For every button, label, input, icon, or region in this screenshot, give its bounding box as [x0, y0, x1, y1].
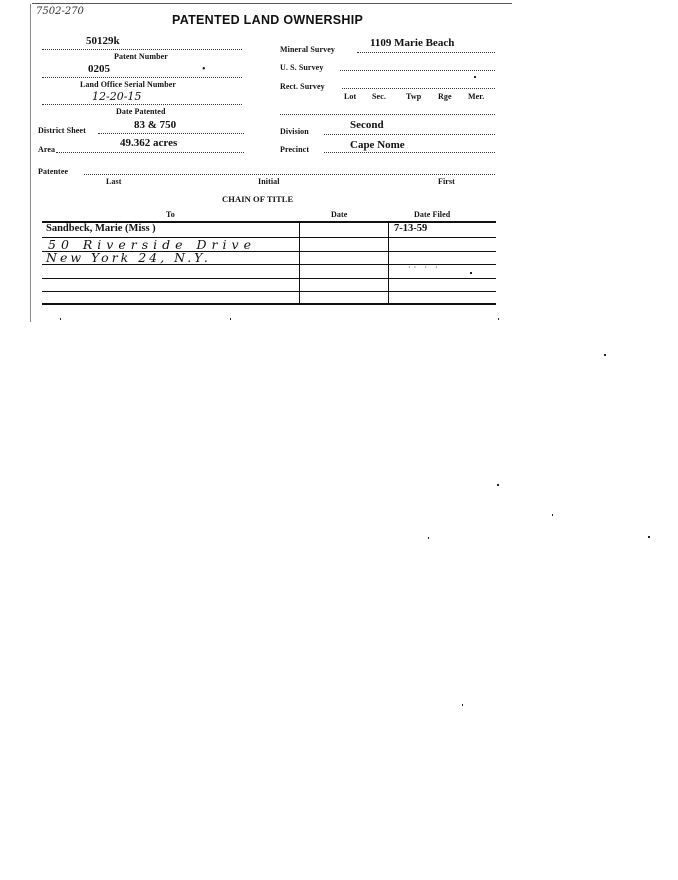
- col-to-header: To: [166, 210, 175, 219]
- patentee-label: Patentee: [38, 167, 69, 176]
- speck-dot: [648, 536, 650, 538]
- rect-values-line: [280, 114, 495, 115]
- table-row-rule: [42, 291, 496, 292]
- speck-dot: [230, 318, 231, 320]
- rect-col-mer: Mer.: [468, 92, 485, 101]
- chain-title: CHAIN OF TITLE: [222, 194, 294, 204]
- speck-dot: [498, 318, 499, 320]
- serial-number-value: 0205: [88, 63, 110, 75]
- table-col-divider: [299, 221, 300, 305]
- mineral-survey-value: 1109 Marie Beach: [370, 37, 455, 49]
- speck-marks: ·· · ·: [408, 263, 441, 272]
- speck-dot: [462, 704, 463, 706]
- rect-survey-label: Rect. Survey: [280, 82, 325, 91]
- rect-col-lot: Lot: [344, 92, 357, 101]
- file-stamp: 7502-270: [36, 6, 84, 17]
- area-value: 49.362 acres: [120, 137, 178, 149]
- district-sheet-line: [98, 133, 244, 134]
- date-patented-line: [42, 104, 242, 105]
- table-row-rule: [42, 278, 496, 279]
- speck-dot: [474, 76, 476, 78]
- patentee-first: First: [438, 177, 455, 186]
- area-label: Area: [38, 145, 56, 154]
- page-title: PATENTED LAND OWNERSHIP: [172, 13, 364, 27]
- mineral-survey-label: Mineral Survey: [280, 45, 335, 54]
- table-row: 50 Riverside Drive: [48, 237, 256, 252]
- rect-col-rge: Rge: [438, 92, 452, 101]
- rect-col-twp: Twp: [406, 92, 422, 101]
- division-label: Division: [280, 127, 309, 136]
- col-date-header: Date: [331, 210, 348, 219]
- us-survey-label: U. S. Survey: [280, 63, 324, 72]
- speck-dot: [497, 484, 499, 486]
- table-row: New York 24, N.Y.: [46, 250, 211, 265]
- patentee-line: [84, 174, 495, 175]
- division-value: Second: [350, 119, 384, 131]
- scan-left-edge: [30, 4, 31, 322]
- patent-number-value: 50129k: [86, 35, 120, 47]
- speck-dot: [428, 537, 429, 539]
- serial-number-line: [42, 77, 242, 78]
- us-survey-line: [340, 70, 495, 71]
- table-col-divider: [388, 221, 389, 305]
- precinct-label: Precinct: [280, 145, 310, 154]
- precinct-value: Cape Nome: [350, 139, 405, 151]
- patent-number-line: [42, 49, 242, 50]
- district-sheet-value: 83 & 750: [134, 119, 177, 131]
- land-ownership-card: [34, 4, 496, 316]
- speck-dot: [470, 272, 472, 274]
- patentee-last: Last: [106, 177, 122, 186]
- date-patented-label: Date Patented: [116, 107, 166, 116]
- date-patented-value: 12-20-15: [92, 90, 142, 103]
- division-line: [324, 134, 495, 135]
- patent-number-label: Patent Number: [114, 52, 168, 61]
- speck-dot: [60, 318, 61, 320]
- table-cell-date-filed: 7-13-59: [394, 223, 428, 234]
- rect-col-sec: Sec.: [372, 92, 386, 101]
- precinct-line: [324, 152, 495, 153]
- speck-dot: •: [202, 64, 206, 75]
- district-sheet-label: District Sheet: [38, 126, 86, 135]
- col-date-filed-header: Date Filed: [414, 210, 451, 219]
- speck-dot: [604, 354, 606, 356]
- speck-dot: [552, 514, 553, 516]
- mineral-survey-line: [357, 52, 495, 53]
- area-line: [56, 152, 244, 153]
- table-row: Sandbeck, Marie (Miss ): [46, 223, 156, 234]
- table-bottom-rule: [42, 303, 496, 305]
- rect-survey-line: [342, 88, 495, 89]
- serial-number-label: Land Office Serial Number: [80, 80, 177, 89]
- patentee-initial: Initial: [258, 177, 280, 186]
